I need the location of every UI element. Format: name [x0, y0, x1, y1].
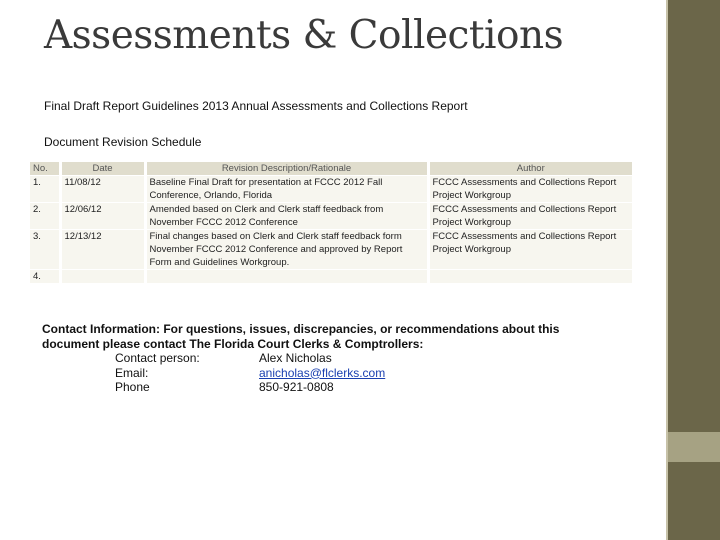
- contact-email-label: Email:: [115, 365, 149, 380]
- table-header-row: [30, 162, 632, 176]
- column-header-no: No.: [30, 162, 60, 176]
- cell-date: 11/08/12: [60, 176, 145, 203]
- contact-email-link[interactable]: anicholas@flclerks.com: [259, 365, 386, 380]
- cell-no: 3.: [30, 230, 60, 270]
- revision-table: [30, 162, 632, 283]
- contact-person-row: [42, 351, 602, 366]
- contact-person-label: Contact person:: [115, 351, 200, 365]
- decorative-strip-band: [668, 432, 720, 462]
- table-row: [30, 230, 632, 270]
- column-header-description: Revision Description/Rationale: [145, 162, 428, 176]
- contact-intro: Contact Information: For questions, issues, discrepancies, or recommendations about this document please contact The Florida Court Clerks & Comptrollers:: [42, 322, 560, 351]
- table-row: [30, 203, 632, 230]
- section-heading: Document Revision Schedule: [44, 135, 202, 149]
- cell-description: Amended based on Clerk and Clerk staff feedback from November FCCC 2012 Conference: [145, 203, 428, 230]
- contact-person-value: Alex Nicholas: [259, 351, 332, 365]
- column-header-date: Date: [60, 162, 145, 176]
- cell-author: FCCC Assessments and Collections Report Project Workgroup: [428, 176, 632, 203]
- table-row: [30, 176, 632, 203]
- contact-email-row: [42, 366, 602, 381]
- cell-no: 4.: [30, 270, 60, 284]
- contact-phone-label: Phone: [115, 380, 150, 394]
- cell-no: 2.: [30, 203, 60, 230]
- decorative-strip-dark-bottom: [668, 462, 720, 540]
- contact-info: [42, 322, 602, 395]
- report-subtitle: Final Draft Report Guidelines 2013 Annual Assessments and Collections Report: [44, 99, 468, 113]
- cell-date: 12/06/12: [60, 203, 145, 230]
- cell-description: [145, 270, 428, 284]
- cell-author: FCCC Assessments and Collections Report Project Workgroup: [428, 203, 632, 230]
- page-title: Assessments & Collections: [44, 13, 564, 58]
- cell-author: [428, 270, 632, 284]
- cell-no: 1.: [30, 176, 60, 203]
- cell-author: FCCC Assessments and Collections Report Project Workgroup: [428, 230, 632, 270]
- cell-date: [60, 270, 145, 284]
- contact-phone-value: 850-921-0808: [259, 380, 334, 394]
- contact-phone-row: [42, 380, 602, 395]
- cell-description: Final changes based on Clerk and Clerk staff feedback form November FCCC 2012 Conference and approved by Report Form and Guidelines Workgroup.: [145, 230, 428, 270]
- cell-description: Baseline Final Draft for presentation at FCCC 2012 Fall Conference, Orlando, Florida: [145, 176, 428, 203]
- decorative-strip-dark: [668, 0, 720, 432]
- cell-date: 12/13/12: [60, 230, 145, 270]
- table-row: [30, 270, 632, 284]
- column-header-author: Author: [428, 162, 632, 176]
